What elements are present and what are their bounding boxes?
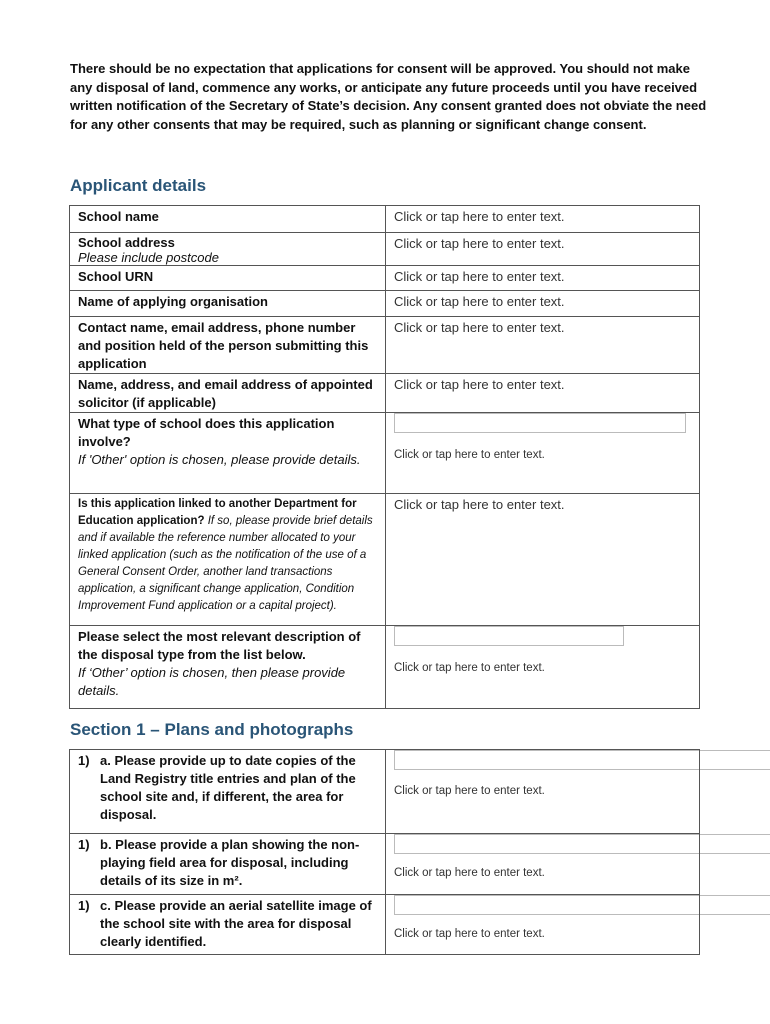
row-school-type [70, 413, 700, 494]
row-non-playing-field-plan: 1) b. Please provide a plan showing the non-playing field area for disposal, including details of its size in m². Click or tap here to enter text. [70, 834, 700, 895]
label-school-urn: School URN [78, 269, 154, 284]
row-aerial-image: 1) c. Please provide an aerial satellite image of the school site with the area for disposal clearly identified. Click or tap here to enter text. [70, 895, 700, 955]
field-school-name[interactable]: Click or tap here to enter text. [386, 206, 700, 233]
hint-disposal-type: If ‘Other’ option is chosen, then please provide details. [78, 665, 346, 698]
field-aerial-image[interactable]: Click or tap here to enter text. [394, 928, 545, 940]
hint-school-type: If 'Other' option is chosen, please provide details. [78, 452, 361, 467]
field-school-type-details[interactable]: Click or tap here to enter text. [394, 449, 545, 461]
field-land-registry[interactable]: Click or tap here to enter text. [394, 785, 545, 797]
field-disposal-type-details[interactable]: Click or tap here to enter text. [394, 662, 545, 674]
label-disposal-type: Please select the most relevant description of the disposal type from the list below. [78, 629, 361, 662]
field-solicitor[interactable]: Click or tap here to enter text. [386, 374, 700, 413]
label-aerial-image: c. Please provide an aerial satellite image of the school site with the area for disposal clearly identified. [100, 898, 372, 949]
row-school-name [70, 206, 700, 233]
section1-heading: Section 1 – Plans and photographs [70, 720, 354, 739]
field-contact-details[interactable]: Click or tap here to enter text. [386, 317, 700, 374]
non-playing-field-upload[interactable] [394, 834, 770, 854]
applicant-details-table [69, 205, 700, 709]
label-applying-organisation: Name of applying organisation [78, 294, 268, 309]
label-school-address: School address [78, 235, 175, 250]
field-school-address[interactable]: Click or tap here to enter text. [386, 233, 700, 266]
school-type-dropdown[interactable] [394, 413, 686, 433]
label-non-playing-field-plan: b. Please provide a plan showing the non-playing field area for disposal, including details of its size in m². [100, 837, 360, 888]
label-land-registry: a. Please provide up to date copies of the Land Registry title entries and plan of the school site and, if different, the area for disposal. [100, 753, 356, 822]
row-school-address [70, 233, 700, 266]
hint-school-address: Please include postcode [78, 250, 219, 265]
disposal-type-dropdown[interactable] [394, 626, 624, 646]
field-linked-application[interactable]: Click or tap here to enter text. [386, 494, 700, 626]
row-applying-organisation [70, 291, 700, 317]
row-school-urn [70, 266, 700, 291]
aerial-image-upload[interactable] [394, 895, 770, 915]
field-school-urn[interactable]: Click or tap here to enter text. [386, 266, 700, 291]
field-applying-organisation[interactable]: Click or tap here to enter text. [386, 291, 700, 317]
field-non-playing-field-plan[interactable]: Click or tap here to enter text. [394, 867, 545, 879]
hint-linked-application: If so, please provide brief details and if available the reference number allocated to your linked application (such as the notification of the use of a General Consent Order, another land transactions application, a significant change application, Condition Improvement Fund application or a capital project). [78, 515, 373, 612]
row-contact-details [70, 317, 700, 374]
row-linked-application [70, 494, 700, 626]
section1-table [69, 749, 700, 955]
label-school-type: What type of school does this application involve? [78, 416, 335, 449]
applicant-details-heading: Applicant details [70, 176, 207, 195]
row-land-registry: 1) a. Please provide up to date copies of the Land Registry title entries and plan of the school site and, if different, the area for disposal. Click or tap here to enter text. [70, 750, 700, 834]
label-school-name: School name [78, 209, 159, 224]
label-solicitor: Name, address, and email address of appointed solicitor (if applicable) [78, 377, 373, 410]
row-disposal-type [70, 626, 700, 709]
land-registry-upload[interactable] [394, 750, 770, 770]
row-solicitor [70, 374, 700, 413]
label-linked-application: Is this application linked to another Department for Education application? [78, 498, 357, 527]
intro-notice: There should be no expectation that applications for consent will be approved. You should not make any disposal of land, commence any works, or anticipate any future proceeds until you have received written notification of the Secretary of State’s decision. Any consent granted does not obviate the need for any other consents that may be required, such as planning or significant change consent. [70, 61, 707, 132]
label-contact-details: Contact name, email address, phone number and position held of the person submitting this application [78, 320, 369, 371]
